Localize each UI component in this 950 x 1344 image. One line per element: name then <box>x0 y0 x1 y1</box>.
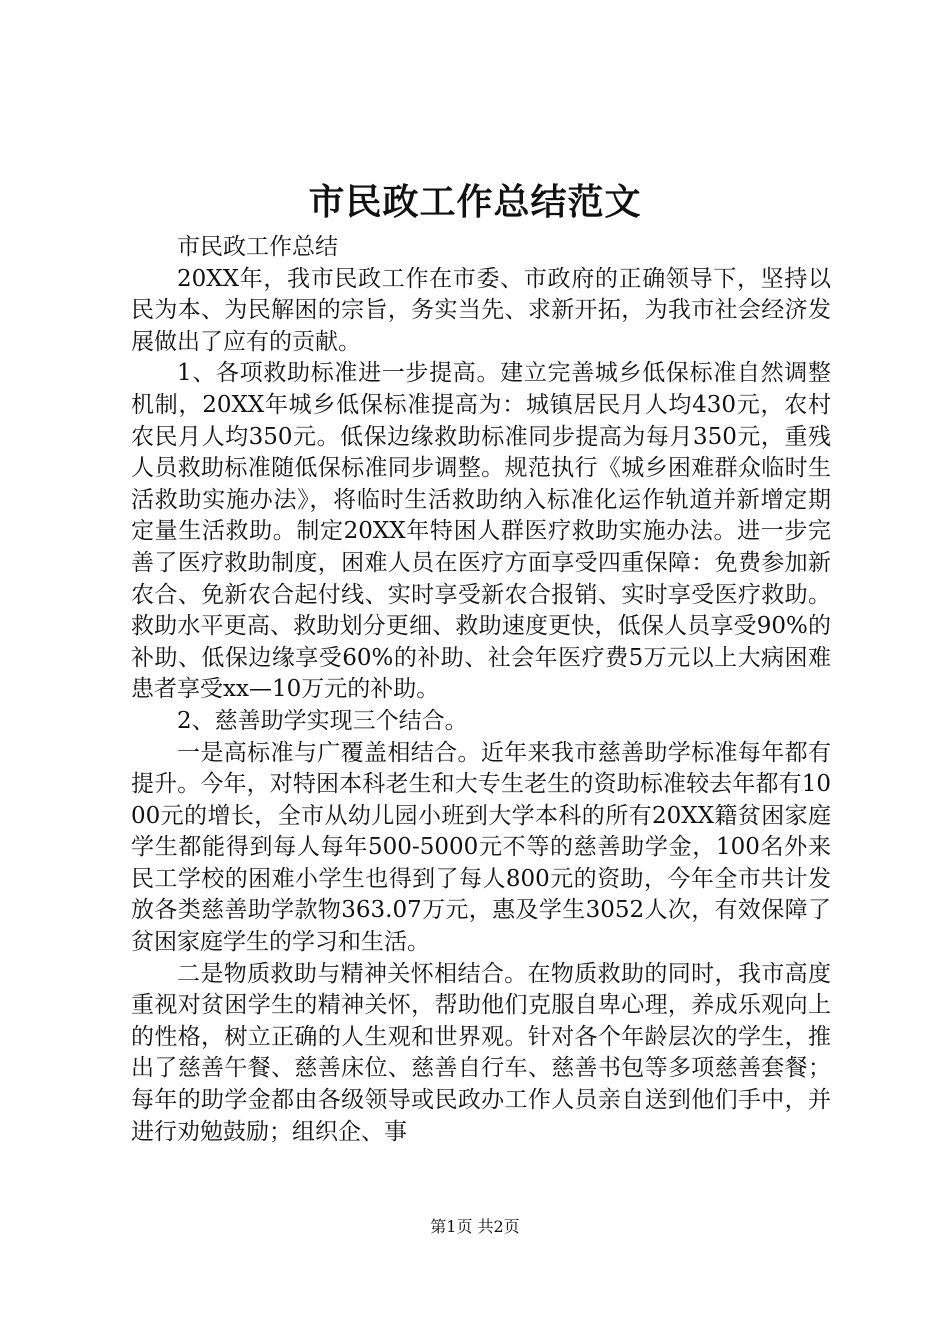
paragraph-relief-standards: 1、各项救助标准进一步提高。建立完善城乡低保标准自然调整机制，20XX年城乡低保标准提高为：城镇居民月人均430元，农村农民月人均350元。低保边缘救助标准同步提高为每月350元，重残人员救助标准随低保标准同步调整。规范执行《城乡困难群众临时生活救助实施办法》，将临时生活救助纳入标准化运作轨道并新增定期定量生活救助。制定20XX年特困人群医疗救助实施办法。进一步完善了医疗救助制度，困难人员在医疗方面享受四重保障：免费参加新农合、免新农合起付线、实时享受新农合报销、实时享受医疗救助。救助水平更高、救助划分更细、救助速度更快，低保人员享受90%的补助、低保边缘享受60%的补助、社会年医疗费5万元以上大病困难患者享受xx—10万元的补助。 <box>131 360 831 703</box>
page-number-footer: 第1页 共2页 <box>430 1217 520 1236</box>
paragraph-heading: 市民政工作总结 <box>177 234 338 260</box>
paragraph-intro: 20XX年，我市民政工作在市委、市政府的正确领导下，坚持以民为本、为民解困的宗旨，务实当先、求新开拓，为我市社会经济发展做出了应有的贡献。 <box>131 265 831 355</box>
document-title: 市民政工作总结范文 <box>308 181 642 223</box>
document-body <box>131 232 831 1148</box>
paragraph-charity-education: 2、慈善助学实现三个结合。 <box>177 707 468 734</box>
paragraph-high-standard: 一是高标准与广覆盖相结合。近年来我市慈善助学标准每年都有提升。今年，对特困本科老生和大专生老生的资助标准较去年都有1000元的增长，全市从幼儿园小班到大学本科的所有20XX籍贫困家庭学生都能得到每人每年500-5000元不等的慈善助学金，100名外来民工学校的困难小学生也得到了每人800元的资助，今年全市共计发放各类慈善助学款物363.07万元，惠及学生3052人次，有效保障了贫困家庭学生的学习和生活。 <box>131 739 831 956</box>
paragraph-material-spiritual: 二是物质救助与精神关怀相结合。在物质救助的同时，我市高度重视对贫困学生的精神关怀，帮助他们克服自卑心理，养成乐观向上的性格，树立正确的人生观和世界观。针对各个年龄层次的学生，推出了慈善午餐、慈善床位、慈善自行车、慈善书包等多项慈善套餐；每年的助学金都由各级领导或民政办工作人员亲自送到他们手中，并进行劝勉鼓励；组织企、事 <box>131 960 831 1145</box>
